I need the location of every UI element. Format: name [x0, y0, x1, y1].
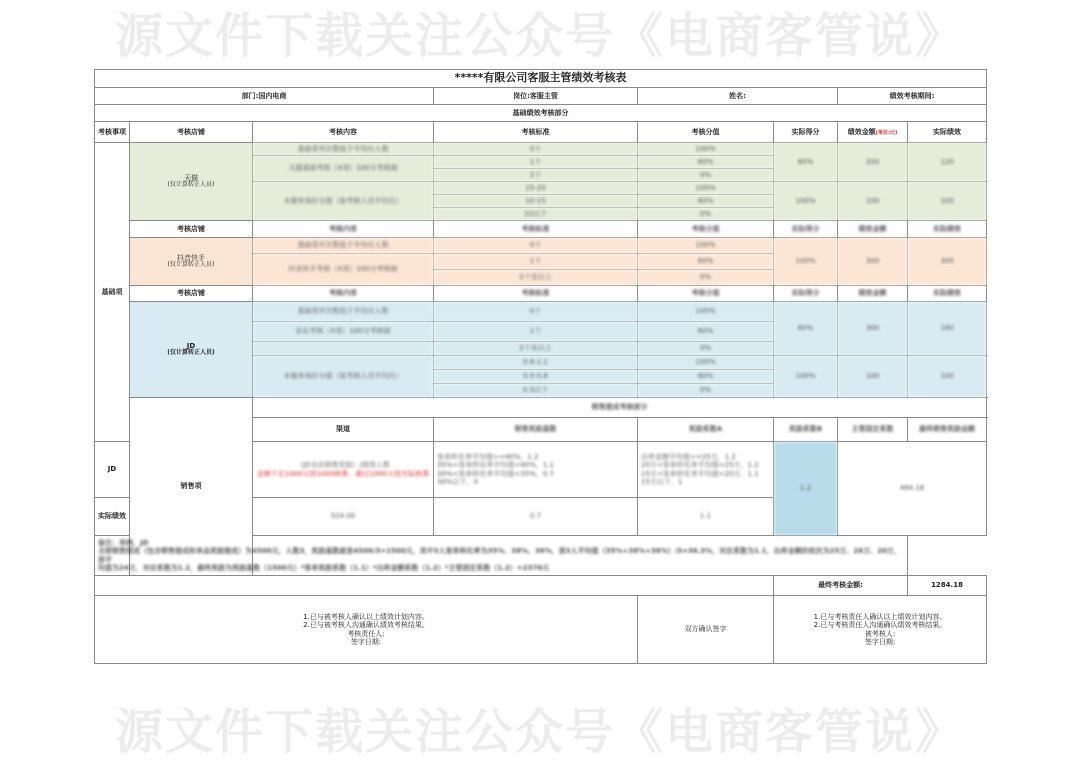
header-store-2: 考核店铺 — [130, 221, 253, 238]
jd-score-5: 60% — [638, 370, 774, 384]
douyin-score-3: 0% — [638, 270, 774, 286]
jd-content-2: 京东考核（X项）100分考核制 — [253, 322, 434, 342]
header-standard-3: 考核标准 — [434, 286, 638, 302]
header-content-2: 考核内容 — [253, 221, 434, 238]
remark: 备注：举例，JD 全部销售提成（包含销售提成和单品奖励提成）为4500元，人数3，奖励基数就是4500/3=1500元，其中3人客单转化率为35%、38%、36%，那3人平均值（35%+38%+36%）/3=36.3%，对应系数为1.1，出库金额的依次为25万、26万、20万，那平 均值为24万，对应系数为1.2，最终奖励为奖励基数（1500元）*客单奖励系数（1.1）*出库金额系数（1.2）*主管固定系数（1.2）=2376元 — [95, 536, 908, 576]
performance-sheet — [94, 69, 987, 664]
footer-left: 1.已与被考核人确认以上绩效计划内容。 2.已与被考核人沟通确认绩效考核结果。 考核责任人: 签字日期: — [95, 596, 638, 664]
basic-section-title: 基础绩效考核部分 — [95, 105, 987, 122]
tmall-standard-6: 10以下 — [434, 208, 638, 221]
store-douyin: 抖音快手 (仅计算转正人员) — [130, 238, 253, 286]
jd-amount-2: 100 — [838, 356, 908, 398]
header-standard: 考核标准 — [434, 122, 638, 143]
tmall-standard-5: 10-15 — [434, 195, 638, 208]
sales-jd-mgr: 1.2 — [774, 442, 838, 536]
tmall-score-6: 0% — [638, 208, 774, 221]
jd-standard-5: 0.5-0.8 — [434, 370, 638, 384]
jd-perf-1: 180 — [908, 302, 987, 356]
header-amount-3: 绩效金额 — [838, 286, 908, 302]
douyin-standard-2: 1个 — [434, 254, 638, 270]
jd-amount-1: 300 — [838, 302, 908, 356]
header-content-3: 考核内容 — [253, 286, 434, 302]
jd-standard-2: 1个 — [434, 322, 638, 342]
tmall-actual-2: 100% — [774, 182, 838, 221]
header-actual-perf-2: 实际绩效 — [908, 221, 987, 238]
header-score: 考核分值 — [638, 122, 774, 143]
sales-actual-base: 524.00 — [253, 498, 434, 536]
sales-section-title: 销售提成考核部分 — [253, 398, 987, 418]
tmall-score-1: 100% — [638, 143, 774, 156]
sales-header-b: 奖励系数B — [774, 418, 838, 442]
jd-score-4: 100% — [638, 356, 774, 370]
sales-actual-b: 1.1 — [638, 498, 774, 536]
header-content: 考核内容 — [253, 122, 434, 143]
category-sales: 销售项 — [130, 398, 253, 576]
tmall-standard-3: 2个 — [434, 169, 638, 182]
tmall-score-2: 60% — [638, 156, 774, 169]
sales-jd-a: 客单转化率平均值>=40%，1.2 35%<客单转化率平均值<40%，1.1 30%<客单转化率平均值<35%，0.7 30%以下，0 — [434, 442, 638, 498]
sales-jd-b: 出库金额平均值>=25万，1.2 20万<客单转化率平均值<25万，1.2 15万<客单转化率平均值<20万，1.1 15万以下，1 — [638, 442, 774, 498]
douyin-score-1: 100% — [638, 238, 774, 254]
header-actual-perf-3: 实际绩效 — [908, 286, 987, 302]
header-store: 考核店铺 — [130, 122, 253, 143]
watermark-bottom: 源文件下载关注公众号《电商客管说》 — [114, 704, 965, 760]
period-cell: 绩效考核期间: — [838, 88, 987, 105]
sales-header-final: 最终销售奖励金额 — [908, 418, 987, 442]
jd-standard-4: 0.8-1.1 — [434, 356, 638, 370]
header-score-3: 考核分值 — [638, 286, 774, 302]
jd-standard-3: 2个及以上 — [434, 342, 638, 356]
footer-right: 1.已与考核责任人确认以上绩效计划内容。 2.已与考核责任人沟通确认绩效考核结果。 被考核人: 签字日期: — [774, 596, 987, 664]
header-item: 考核事项 — [95, 122, 130, 143]
douyin-actual: 100% — [774, 238, 838, 286]
tmall-content-2: 天猫基础考核（X项）100分考核制 — [253, 156, 434, 182]
header-score-2: 考核分值 — [638, 221, 774, 238]
jd-standard-1: 0个 — [434, 302, 638, 322]
sales-header-base: 销售奖励基数 — [434, 418, 638, 442]
jd-perf-2: 100 — [908, 356, 987, 398]
jd-standard-6: 0.5以下 — [434, 384, 638, 398]
tmall-amount-1: 200 — [838, 143, 908, 182]
tmall-score-3: 0% — [638, 169, 774, 182]
final-label: 最终考核金额: — [774, 576, 908, 596]
tmall-score-5: 60% — [638, 195, 774, 208]
sales-header-a: 奖励系数A — [638, 418, 774, 442]
tmall-standard-1: 0个 — [434, 143, 638, 156]
douyin-standard-3: 2个及以上 — [434, 270, 638, 286]
sales-actual-a: 0.7 — [434, 498, 638, 536]
watermark-top: 源文件下载关注公众号《电商客管说》 — [114, 8, 965, 64]
douyin-perf: 300 — [908, 238, 987, 286]
jd-score-3: 0% — [638, 342, 774, 356]
tmall-content-3: 未催单询价分值（取考核人员平均比） — [253, 182, 434, 221]
header-amount-2: 绩效金额 — [838, 221, 908, 238]
tmall-score-4: 100% — [638, 182, 774, 195]
tmall-standard-2: 1个 — [434, 156, 638, 169]
jd-content-3: 未催单询价分值（取考核人员平均比） — [253, 356, 434, 398]
tmall-perf-2: 100 — [908, 182, 987, 221]
store-tmall: 天猫 (仅计算转正人员) — [130, 143, 253, 221]
sales-actual-label: 实际绩效 — [95, 498, 130, 536]
final-value: 1284.18 — [908, 576, 987, 596]
sales-jd-final: 484.18 — [838, 442, 987, 536]
dept-cell: 部门:国内电商 — [95, 88, 434, 105]
douyin-standard-1: 0个 — [434, 238, 638, 254]
tmall-content-1: 基础差评次数低于平均比人数 — [253, 143, 434, 156]
header-actual-score-2: 实际得分 — [774, 221, 838, 238]
sales-jd-base: （JD全店销售奖励）/绩效人数 金额不足1000元按1000核算，超过1000元按实际核算 — [253, 442, 434, 498]
sales-jd-label: JD — [95, 442, 130, 498]
tmall-amount-2: 100 — [838, 182, 908, 221]
jd-score-1: 100% — [638, 302, 774, 322]
douyin-amount: 300 — [838, 238, 908, 286]
jd-content-2b — [253, 342, 434, 356]
tmall-perf-1: 120 — [908, 143, 987, 182]
tmall-standard-4: 15-20 — [434, 182, 638, 195]
category-basic: 基础项 — [95, 143, 130, 442]
store-jd: JD (仅计算转正人员) — [130, 302, 253, 398]
header-amount: 绩效金额(单位:元) — [838, 122, 908, 143]
header-store-3: 考核店铺 — [130, 286, 253, 302]
douyin-score-2: 60% — [638, 254, 774, 270]
header-actual-score-3: 实际得分 — [774, 286, 838, 302]
final-spacer — [95, 576, 774, 596]
header-standard-2: 考核标准 — [434, 221, 638, 238]
douyin-content-2: 抖音快手考核（X项）100分考核制 — [253, 254, 434, 286]
header-actual-perf: 实际绩效 — [908, 122, 987, 143]
jd-score-6: 0% — [638, 384, 774, 398]
tmall-actual-1: 60% — [774, 143, 838, 182]
jd-actual-2: 100% — [774, 356, 838, 398]
header-actual-score: 实际得分 — [774, 122, 838, 143]
name-cell: 姓名: — [638, 88, 838, 105]
sheet-title: *****有限公司客服主管绩效考核表 — [95, 70, 987, 88]
jd-actual-1: 60% — [774, 302, 838, 356]
sales-header-mgr: 主管固定系数 — [838, 418, 908, 442]
douyin-content-1: 基础差评次数低于平均比人数 — [253, 238, 434, 254]
jd-score-2: 60% — [638, 322, 774, 342]
sales-header-channel: 渠道 — [253, 418, 434, 442]
jd-content-1: 基础差评次数低于平均比人数 — [253, 302, 434, 322]
post-cell: 岗位:客服主管 — [434, 88, 638, 105]
footer-middle: 双方确认签字 — [638, 596, 774, 664]
